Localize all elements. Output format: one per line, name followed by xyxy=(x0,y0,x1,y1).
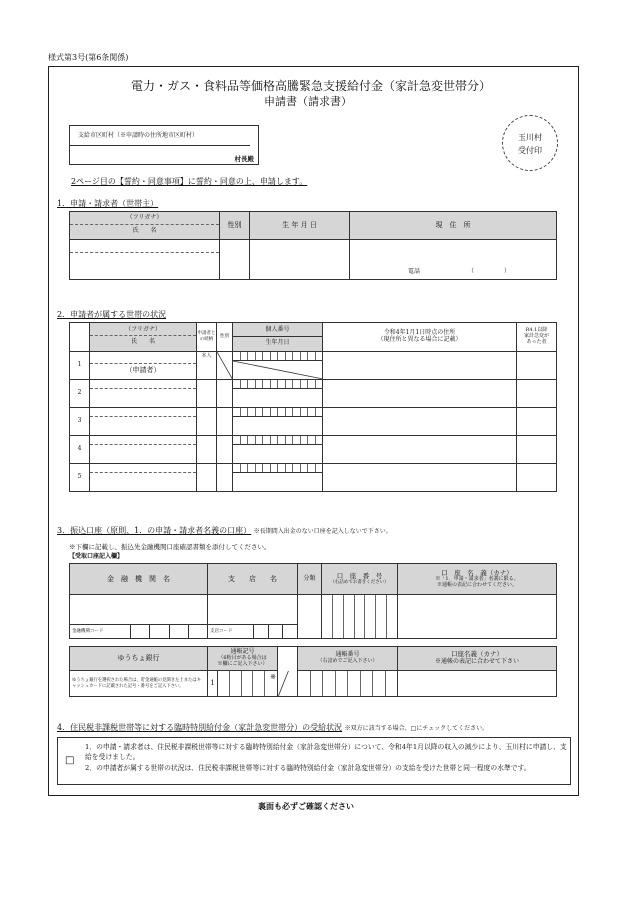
section3-heading: 3．振込口座（原則、1．の申請・請求者名義の口座） ※長期間入出金のない口座を記入しないで下さい。 xyxy=(57,526,392,535)
holder2-cell[interactable] xyxy=(398,671,557,697)
municipality-suffix: 村長殿 xyxy=(234,155,254,163)
passbook-prefix: 1 xyxy=(208,671,218,696)
row-relation-cell[interactable] xyxy=(197,408,217,436)
bank-table xyxy=(69,563,557,639)
row-change-cell[interactable] xyxy=(517,436,557,464)
row-pn-cell[interactable] xyxy=(233,464,323,492)
household-relation-header: 申請者との続柄 xyxy=(197,323,217,352)
municipality-divider xyxy=(70,145,250,146)
applicant-gender-cell[interactable] xyxy=(220,240,250,280)
table-row xyxy=(70,464,557,492)
page-title: 電力・ガス・食料品等価格高騰緊急支援給付金（家計急変世帯分） xyxy=(131,79,492,93)
household-table xyxy=(69,322,557,492)
section4-line2: 2．の申請者が属する世帯の状況は、住民税非課税世帯等に対する臨時特別給付金（家計急変世帯分）の支給を受けた世帯と同一程度の水準です。 xyxy=(85,764,531,772)
household-change-header: R4.1以降 家計急変が あった者 xyxy=(517,323,557,352)
passbook-number-header: 通帳番号 （右詰めでご記入下さい） xyxy=(298,647,398,671)
section4-line1: 1．の申請・請求者は、住民税非課税世帯等に対する臨時特別給付金（家計急変世帯分）について、令和4年1月以降の収入の減少により、玉川村に申請し、支給を受けました。 xyxy=(85,743,567,761)
row-gender-cell[interactable] xyxy=(217,380,233,408)
account-number-header: 口 座 番 号 （右詰めでお書きください） xyxy=(322,564,398,595)
stamp-line1: 玉川村 xyxy=(518,133,542,142)
holder2-header: 口座名義（カナ） ※通帳の表記に合わせて下さい xyxy=(398,647,557,671)
row-change-cell[interactable] xyxy=(517,408,557,436)
form-number: 様式第3号(第6条関係) xyxy=(48,53,129,62)
passbook-number-cell[interactable] xyxy=(298,671,398,697)
yucho-slash-header xyxy=(278,647,298,671)
applicant-birth-header: 生 年 月 日 xyxy=(250,212,350,240)
branch-name-header: 支 店 名 xyxy=(208,564,298,595)
row-address-cell[interactable] xyxy=(323,436,517,464)
reception-stamp xyxy=(502,115,558,171)
section4-checkbox[interactable]: □ xyxy=(65,755,75,766)
row-number: 4 xyxy=(70,436,90,464)
account-number-cell[interactable] xyxy=(322,595,398,639)
municipality-box[interactable] xyxy=(69,125,259,165)
row-relation-cell[interactable] xyxy=(197,464,217,492)
phone-label: 電話 xyxy=(408,268,421,276)
applicant-name-cell[interactable] xyxy=(70,240,220,280)
passbook-symbol-cell[interactable] xyxy=(208,671,278,697)
applicant-address-header: 現 住 所 xyxy=(350,212,557,240)
section3-bracket: 【受取口座記入欄】 xyxy=(69,553,124,560)
applicant-gender-header: 性別 xyxy=(220,212,250,240)
row-address-cell[interactable] xyxy=(323,464,517,492)
row-name-cell[interactable] xyxy=(90,464,197,492)
row-pn-cell[interactable] xyxy=(233,352,323,380)
household-pn-header: 個人番号 生年月日 xyxy=(233,323,323,352)
section4-heading: 4．住民税非課税世帯等に対する臨時特別給付金（家計急変世帯分）の受給状況 ※双方に該当する場合、□にチェックしてください。 xyxy=(57,723,489,732)
section2-heading: 2．申請者が属する世帯の状況 xyxy=(57,310,167,319)
row-gender-cell[interactable] xyxy=(217,464,233,492)
row-pn-cell[interactable] xyxy=(233,436,323,464)
household-name-header: （フリガナ） 氏 名 xyxy=(90,323,197,352)
yucho-note: ゆうちょ銀行を選択された場合は、貯金通帳の見開き左上またはキャッシュカードに記載された記号・番号をご記入下さい。 xyxy=(70,671,208,697)
municipality-label: 支給市区町村（※申請時の住所地市区町村） xyxy=(78,132,199,139)
row-address-cell[interactable] xyxy=(323,352,517,380)
applicant-birth-cell[interactable] xyxy=(250,240,350,280)
household-gender-header: 性別 xyxy=(217,323,233,352)
stamp-line2: 受付印 xyxy=(518,146,542,155)
yucho-slash-cell xyxy=(278,671,298,697)
row-number: 2 xyxy=(70,380,90,408)
row-gender-cell[interactable] xyxy=(217,436,233,464)
table-row xyxy=(70,408,557,436)
row-number: 1 xyxy=(70,352,90,380)
section1-heading: 1．申請・請求者（世帯主） xyxy=(57,199,159,208)
row-pn-cell[interactable] xyxy=(233,380,323,408)
row-address-cell[interactable] xyxy=(323,380,517,408)
type-header: 分類 xyxy=(298,564,322,595)
branch-code-label: 支店コード xyxy=(210,629,233,634)
table-row xyxy=(70,380,557,408)
row-number: 5 xyxy=(70,464,90,492)
holder-header: 口 座 名 義（カナ） ※「1．申請・請求者」名義に限る。 ※通帳の表記に合わせてください。 xyxy=(398,564,557,595)
footer-note: 裏面も必ずご確認ください xyxy=(258,801,354,811)
yucho-table xyxy=(69,646,557,697)
sixth-digit-mark: ※ xyxy=(270,673,276,681)
type-cell[interactable] xyxy=(298,595,322,639)
holder-cell[interactable] xyxy=(398,595,557,639)
phone-parens: （ ） xyxy=(468,268,511,276)
row-name-cell[interactable] xyxy=(90,380,197,408)
diagonal-slash xyxy=(233,361,323,379)
row-number: 3 xyxy=(70,408,90,436)
row-change-cell[interactable] xyxy=(517,352,557,380)
branch-name-cell[interactable] xyxy=(208,595,298,639)
form-frame xyxy=(48,66,579,796)
diagonal-slash xyxy=(217,352,233,380)
row-name-cell[interactable] xyxy=(90,436,197,464)
table-row xyxy=(70,352,557,380)
row-change-cell[interactable] xyxy=(517,464,557,492)
applicant-name-header: （フリガナ） 氏 名 xyxy=(70,212,220,240)
row-relation-cell[interactable] xyxy=(197,380,217,408)
bank-code-label: 金融機関コード xyxy=(72,629,104,634)
row-change-cell[interactable] xyxy=(517,380,557,408)
row-name-cell[interactable] xyxy=(90,408,197,436)
yucho-header: ゆうちょ銀行 xyxy=(70,647,208,671)
row-gender-cell[interactable] xyxy=(217,352,233,380)
row-gender-cell[interactable] xyxy=(217,408,233,436)
applicant-address-cell[interactable] xyxy=(350,240,557,280)
bank-name-header: 金 融 機 関 名 xyxy=(70,564,208,595)
row-pn-cell[interactable] xyxy=(233,408,323,436)
table-row xyxy=(70,436,557,464)
bank-name-cell[interactable] xyxy=(70,595,208,639)
passbook-symbol-header: 通帳記号 （6桁目がある場合は ※欄にご記入下さい） xyxy=(208,647,278,671)
page-subtitle: 申請書（請求書） xyxy=(264,95,352,108)
applicant-table xyxy=(69,211,557,280)
diagonal-slash xyxy=(278,671,298,697)
household-num-header xyxy=(70,323,90,352)
row-relation-cell[interactable]: 本人 xyxy=(197,352,217,380)
section4-box xyxy=(57,737,571,785)
household-address-header: 令和4年1月1日時点の住所 （現住所と異なる場合に記載） xyxy=(323,323,517,352)
intro-text: 2ページ目の【誓約・同意事項】に誓約・同意の上、申請します。 xyxy=(71,177,308,186)
row-address-cell[interactable] xyxy=(323,408,517,436)
row-name-cell[interactable]: （申請者） xyxy=(90,352,197,380)
row-relation-cell[interactable] xyxy=(197,436,217,464)
section3-note: ※下欄に記載し、振込先金融機関口座確認書類を添付してください。 xyxy=(69,543,271,551)
